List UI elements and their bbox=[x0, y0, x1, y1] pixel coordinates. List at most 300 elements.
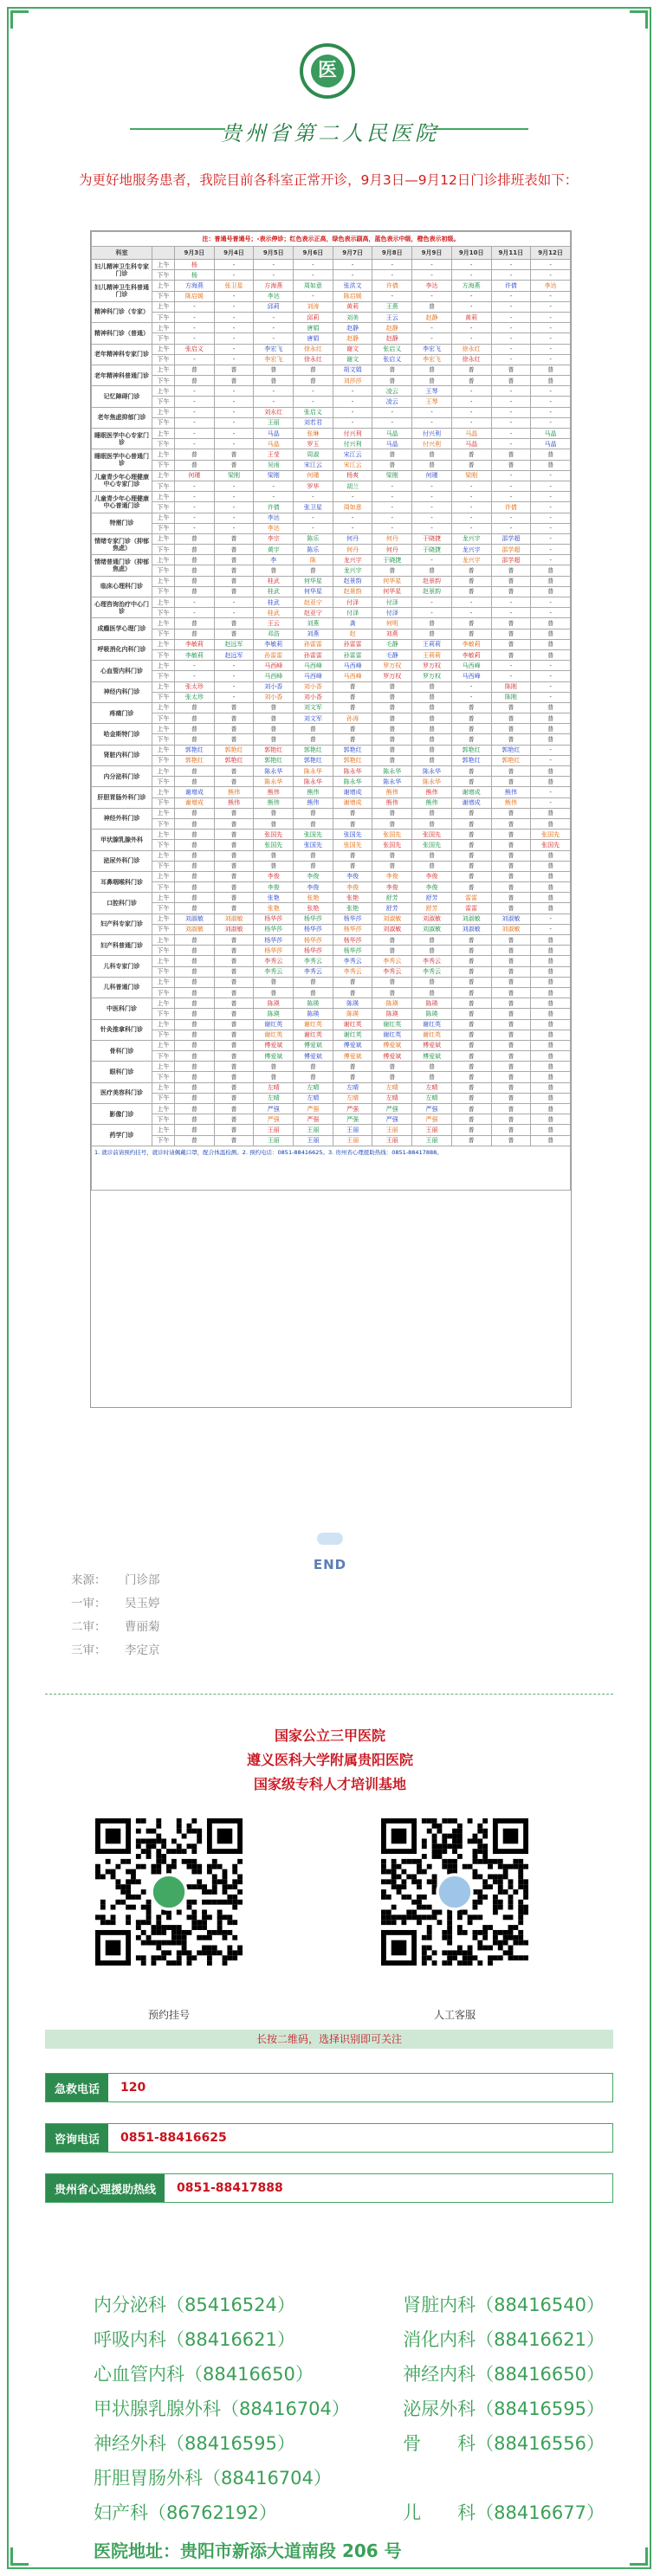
schedule-cell: 陈乐 bbox=[294, 545, 333, 555]
schedule-cell: 普 bbox=[451, 1104, 491, 1114]
schedule-cell: 普 bbox=[491, 850, 531, 861]
schedule-body bbox=[92, 260, 571, 1146]
qr-module bbox=[232, 1920, 237, 1925]
schedule-cell: 陈永华 bbox=[294, 766, 333, 777]
qr-tip: 长按二维码，选择识别即可关注 bbox=[45, 2030, 613, 2049]
qr-module bbox=[468, 1950, 473, 1955]
qr-module bbox=[473, 1905, 478, 1910]
qr-module bbox=[381, 1869, 386, 1875]
schedule-cell: 杨华莎 bbox=[254, 935, 294, 946]
schedule-cell: 普 bbox=[451, 1040, 491, 1050]
schedule-cell: - bbox=[412, 407, 452, 417]
qr-module bbox=[182, 1950, 187, 1955]
schedule-cell: 普 bbox=[372, 449, 412, 460]
qr-module bbox=[120, 1889, 126, 1895]
schedule-cell: 刘燕 bbox=[372, 629, 412, 639]
schedule-cell: 普 bbox=[531, 1040, 571, 1050]
schedule-cell: 陈刚 bbox=[491, 681, 531, 692]
qr-module bbox=[202, 1946, 207, 1951]
qr-module bbox=[237, 1859, 243, 1864]
qr-module bbox=[447, 1910, 452, 1915]
schedule-half-day: 上午 bbox=[152, 681, 175, 692]
qr-module bbox=[171, 1925, 177, 1930]
qr-module bbox=[141, 1889, 146, 1895]
schedule-cell: - bbox=[531, 270, 571, 281]
schedule-cell: - bbox=[214, 513, 254, 523]
schedule-cell: 陈永华 bbox=[254, 777, 294, 787]
department-row bbox=[94, 2322, 605, 2357]
contact-value[interactable]: 0851-88417888 bbox=[177, 2181, 283, 2195]
qr-module bbox=[417, 1920, 422, 1925]
schedule-cell: 王莉莉 bbox=[412, 639, 452, 649]
schedule-cell: 普 bbox=[531, 956, 571, 966]
qr-module bbox=[417, 1914, 422, 1920]
qr-module bbox=[473, 1854, 478, 1859]
qr-module bbox=[427, 1930, 432, 1935]
qr-module bbox=[463, 1960, 468, 1966]
qr-module bbox=[391, 1905, 397, 1910]
schedule-cell: 普 bbox=[491, 956, 531, 966]
schedule-cell: 普 bbox=[175, 1082, 215, 1093]
schedule-half-day: 下午 bbox=[152, 734, 175, 745]
schedule-cell: 熊伟 bbox=[294, 787, 333, 797]
qr-module bbox=[391, 1920, 397, 1925]
contact-value[interactable]: 120 bbox=[120, 2081, 146, 2095]
qr-module bbox=[131, 1879, 136, 1884]
qr-module bbox=[223, 1889, 228, 1895]
qr-module bbox=[468, 1818, 473, 1824]
schedule-cell: - bbox=[531, 533, 571, 544]
schedule-cell: 梁刚 bbox=[214, 470, 254, 481]
schedule-half-day: 上午 bbox=[152, 597, 175, 608]
qr-module bbox=[381, 1895, 386, 1900]
schedule-cell: - bbox=[175, 407, 215, 417]
schedule-cell: 付泽 bbox=[333, 597, 372, 608]
schedule-cell: - bbox=[451, 481, 491, 491]
qr-module bbox=[518, 1874, 523, 1879]
qr-module bbox=[518, 1920, 523, 1925]
schedule-cell: 普 bbox=[175, 734, 215, 745]
qr-module bbox=[156, 1955, 161, 1960]
schedule-cell: 普 bbox=[372, 460, 412, 470]
schedule-cell: - bbox=[333, 397, 372, 407]
schedule-dept: 心血管内科门诊 bbox=[92, 661, 152, 681]
schedule-cell: 张国先 bbox=[412, 840, 452, 850]
schedule-cell: 普 bbox=[531, 1030, 571, 1040]
qr-module bbox=[447, 1955, 452, 1960]
schedule-cell: 普 bbox=[531, 1082, 571, 1093]
schedule-row bbox=[92, 597, 571, 608]
qr-module bbox=[452, 1829, 457, 1834]
schedule-cell: 普 bbox=[333, 681, 372, 692]
schedule-dept: 医疗美容科门诊 bbox=[92, 1082, 152, 1103]
schedule-half-day: 下午 bbox=[152, 1114, 175, 1125]
slogan-line: 国家级专科人才培训基地 bbox=[253, 1776, 406, 1792]
schedule-cell: 王丽 bbox=[412, 1125, 452, 1135]
schedule-cell: 王云 bbox=[254, 618, 294, 629]
schedule-row bbox=[92, 354, 571, 365]
qr-module bbox=[468, 1914, 473, 1920]
schedule-cell: 普 bbox=[412, 1072, 452, 1082]
schedule-cell: 普 bbox=[412, 618, 452, 629]
qr-module bbox=[217, 1950, 223, 1955]
schedule-cell: 杨华莎 bbox=[294, 935, 333, 946]
schedule-cell: - bbox=[333, 407, 372, 417]
qr-module bbox=[498, 1955, 503, 1960]
qr-module bbox=[146, 1935, 152, 1940]
qr-module bbox=[227, 1930, 232, 1935]
qr-module bbox=[386, 1869, 391, 1875]
schedule-cell: 普 bbox=[333, 1072, 372, 1082]
schedule-cell: 普 bbox=[175, 903, 215, 914]
schedule-cell: - bbox=[175, 301, 215, 312]
schedule-cell: 罗万权 bbox=[412, 661, 452, 671]
qr-module bbox=[217, 1910, 223, 1915]
qr-module bbox=[227, 1950, 232, 1955]
schedule-cell: - bbox=[531, 661, 571, 671]
qr-module bbox=[207, 1900, 212, 1905]
schedule-cell: 徐永红 bbox=[294, 354, 333, 365]
schedule-cell: - bbox=[451, 270, 491, 281]
schedule-cell: 普 bbox=[214, 586, 254, 597]
qr-module bbox=[518, 1884, 523, 1889]
schedule-cell: - bbox=[214, 397, 254, 407]
schedule-cell: 普 bbox=[175, 830, 215, 840]
schedule-cell: 普 bbox=[214, 1040, 254, 1050]
qr-module bbox=[493, 1930, 498, 1935]
schedule-cell: 普 bbox=[175, 850, 215, 861]
qr-module bbox=[442, 1838, 447, 1843]
schedule-cell: - bbox=[175, 661, 215, 671]
schedule-cell: - bbox=[531, 797, 571, 808]
qr-module bbox=[182, 1834, 187, 1839]
schedule-row bbox=[92, 586, 571, 597]
qr-module bbox=[207, 1960, 212, 1966]
qr-module bbox=[182, 1940, 187, 1946]
schedule-cell: - bbox=[531, 386, 571, 397]
schedule-cell: 普 bbox=[175, 808, 215, 818]
schedule-dept: 呼吸消化内科门诊 bbox=[92, 639, 152, 660]
qr-module bbox=[391, 1914, 397, 1920]
qr-module bbox=[493, 1910, 498, 1915]
schedule-cell: 普 bbox=[531, 998, 571, 1009]
schedule-cell: 付兴利 bbox=[412, 439, 452, 449]
schedule-cell: 陈乐 bbox=[294, 533, 333, 544]
schedule-half-day: 上午 bbox=[152, 1082, 175, 1093]
schedule-cell: 刘淑敏 bbox=[175, 914, 215, 924]
qr-module bbox=[146, 1910, 152, 1915]
schedule-row bbox=[92, 291, 571, 301]
schedule-cell: 普 bbox=[531, 1072, 571, 1082]
schedule-cell: 王丽 bbox=[372, 1135, 412, 1146]
credit-row bbox=[71, 1592, 160, 1616]
qr-module bbox=[518, 1940, 523, 1946]
schedule-cell: 普 bbox=[175, 586, 215, 597]
qr-module bbox=[432, 1879, 437, 1884]
qr-module bbox=[498, 1940, 503, 1946]
schedule-cell: 孙雷雷 bbox=[294, 649, 333, 660]
schedule-cell: 普 bbox=[254, 713, 294, 724]
schedule-cell: 普 bbox=[491, 977, 531, 987]
schedule-row bbox=[92, 681, 571, 692]
qr-module bbox=[488, 1960, 493, 1966]
qr-module bbox=[523, 1955, 528, 1960]
schedule-cell: 何丹 bbox=[372, 533, 412, 544]
schedule-cell: 普 bbox=[491, 830, 531, 840]
schedule-cell: 陈永华 bbox=[412, 777, 452, 787]
qr-module bbox=[447, 1940, 452, 1946]
schedule-half-day: 上午 bbox=[152, 787, 175, 797]
schedule-cell: - bbox=[254, 386, 294, 397]
qr-module bbox=[447, 1925, 452, 1930]
qr-module bbox=[166, 1914, 171, 1920]
schedule-cell: 普 bbox=[214, 882, 254, 893]
schedule-cell: 普 bbox=[491, 649, 531, 660]
schedule-dept: 老年焦虑抑郁门诊 bbox=[92, 407, 152, 428]
schedule-cell: - bbox=[372, 492, 412, 502]
schedule-cell: 赵静 bbox=[333, 323, 372, 333]
schedule-row bbox=[92, 797, 571, 808]
qr-module bbox=[191, 1818, 197, 1824]
qr-module bbox=[177, 1818, 182, 1824]
qr-module bbox=[523, 1910, 528, 1915]
schedule-half-day: 上午 bbox=[152, 956, 175, 966]
schedule-cell: 普 bbox=[412, 376, 452, 386]
department-row bbox=[94, 2392, 605, 2426]
schedule-cell: 普 bbox=[491, 935, 531, 946]
qr-module bbox=[156, 1854, 161, 1859]
schedule-cell: - bbox=[294, 260, 333, 270]
schedule-cell: 普 bbox=[412, 681, 452, 692]
schedule-cell: 张国先 bbox=[372, 830, 412, 840]
qr-module bbox=[442, 1859, 447, 1864]
schedule-cell: 李俊 bbox=[294, 871, 333, 881]
department-entry: 妇产科（86762192） bbox=[94, 2502, 277, 2523]
qr-module bbox=[141, 1940, 146, 1946]
qr-module bbox=[156, 1946, 161, 1951]
schedule-cell: 傅爱斌 bbox=[294, 1040, 333, 1050]
schedule-cell: 普 bbox=[175, 935, 215, 946]
schedule-cell: - bbox=[214, 301, 254, 312]
department-entry: 神经内科（88416650） bbox=[403, 2364, 605, 2385]
schedule-cell: 李达 bbox=[254, 523, 294, 533]
schedule-cell: 普 bbox=[451, 1019, 491, 1030]
qr-module bbox=[503, 1935, 508, 1940]
credit-key: 三审： bbox=[71, 1643, 107, 1657]
schedule-cell: - bbox=[333, 270, 372, 281]
schedule-row bbox=[92, 903, 571, 914]
qr-module bbox=[427, 1879, 432, 1884]
schedule-cell: 普 bbox=[175, 882, 215, 893]
qr-module bbox=[518, 1930, 523, 1935]
qr-module bbox=[207, 1914, 212, 1920]
qr-module bbox=[401, 1869, 406, 1875]
schedule-cell: 李俊 bbox=[333, 871, 372, 881]
qr-module bbox=[237, 1946, 243, 1951]
schedule-cell: 马西峰 bbox=[451, 661, 491, 671]
schedule-row bbox=[92, 301, 571, 312]
schedule-cell: - bbox=[175, 417, 215, 428]
schedule-row bbox=[92, 417, 571, 428]
schedule-cell: 左晴 bbox=[372, 1093, 412, 1103]
schedule-cell: 普 bbox=[372, 946, 412, 956]
qr-finder bbox=[391, 1940, 407, 1956]
schedule-cell: 刘淑敏 bbox=[412, 914, 452, 924]
schedule-dept: 精神科门诊（普通） bbox=[92, 323, 152, 344]
schedule-half-day: 下午 bbox=[152, 649, 175, 660]
schedule-cell: 赵远军 bbox=[214, 649, 254, 660]
contact-consult[interactable] bbox=[45, 2123, 613, 2153]
schedule-cell: 普 bbox=[531, 1135, 571, 1146]
schedule-cell: 普 bbox=[451, 1009, 491, 1019]
schedule-half-day: 下午 bbox=[152, 966, 175, 977]
qr-module bbox=[191, 1864, 197, 1869]
schedule-cell: - bbox=[531, 492, 571, 502]
department-entry: 骨 科（88416556） bbox=[403, 2433, 605, 2454]
schedule-cell: 普 bbox=[412, 449, 452, 460]
contact-hotline[interactable] bbox=[45, 2173, 613, 2203]
schedule-cell: - bbox=[214, 354, 254, 365]
schedule-cell: 普 bbox=[254, 987, 294, 997]
qr-module bbox=[477, 1824, 482, 1829]
schedule-half-day: 下午 bbox=[152, 987, 175, 997]
qr-module bbox=[207, 1869, 212, 1875]
qr-module bbox=[126, 1895, 131, 1900]
schedule-cell: - bbox=[254, 270, 294, 281]
qr-code-booking[interactable] bbox=[95, 1818, 243, 1966]
qr-module bbox=[136, 1925, 141, 1930]
schedule-row bbox=[92, 376, 571, 386]
qr-module bbox=[411, 1874, 417, 1879]
schedule-cell: 严强 bbox=[294, 1104, 333, 1114]
schedule-cell: 普 bbox=[294, 850, 333, 861]
credit-row bbox=[71, 1616, 160, 1639]
qr-module bbox=[136, 1838, 141, 1843]
schedule-cell: 李俊 bbox=[412, 882, 452, 893]
schedule-cell: 严强 bbox=[412, 1114, 452, 1125]
qr-module bbox=[227, 1920, 232, 1925]
schedule-half-day: 下午 bbox=[152, 312, 175, 322]
qr-module bbox=[146, 1914, 152, 1920]
contact-value[interactable]: 0851-88416625 bbox=[120, 2131, 227, 2145]
cloud-icon bbox=[317, 1533, 343, 1545]
qr-module bbox=[513, 1940, 518, 1946]
schedule-cell: - bbox=[531, 312, 571, 322]
schedule-half-day: 下午 bbox=[152, 629, 175, 639]
schedule-cell: 李俊 bbox=[294, 882, 333, 893]
schedule-cell: 张启义 bbox=[372, 344, 412, 354]
schedule-cell: 谢红英 bbox=[294, 1019, 333, 1030]
schedule-cell: 王丽 bbox=[333, 1135, 372, 1146]
schedule-cell: - bbox=[451, 397, 491, 407]
qr-finder bbox=[503, 1829, 519, 1844]
schedule-cell: - bbox=[333, 513, 372, 523]
schedule-cell: - bbox=[294, 291, 333, 301]
qr-module bbox=[447, 1935, 452, 1940]
schedule-cell: 普 bbox=[333, 1062, 372, 1072]
qr-module bbox=[447, 1834, 452, 1839]
qr-module bbox=[457, 1838, 463, 1843]
schedule-cell: - bbox=[214, 608, 254, 618]
schedule-cell: 普 bbox=[491, 702, 531, 713]
qr-module bbox=[463, 1930, 468, 1935]
schedule-cell: 周淑 bbox=[294, 449, 333, 460]
qr-module bbox=[197, 1884, 202, 1889]
schedule-cell: 张国先 bbox=[333, 830, 372, 840]
schedule-cell: 普 bbox=[214, 777, 254, 787]
schedule-row bbox=[92, 840, 571, 850]
schedule-dept: 儿童青少年心理健康中心普通门诊 bbox=[92, 492, 152, 513]
schedule-cell: 普 bbox=[451, 830, 491, 840]
schedule-cell: 龚 bbox=[333, 618, 372, 629]
qr-module bbox=[156, 1920, 161, 1925]
department-row bbox=[94, 2495, 605, 2530]
schedule-cell: 赵静 bbox=[372, 333, 412, 344]
contact-emergency[interactable] bbox=[45, 2073, 613, 2102]
schedule-cell: 张国先 bbox=[333, 840, 372, 850]
schedule-cell: 李宏飞 bbox=[254, 344, 294, 354]
schedule-cell: - bbox=[451, 407, 491, 417]
qr-module bbox=[136, 1843, 141, 1849]
qr-module bbox=[115, 1884, 120, 1889]
schedule-half-day: 上午 bbox=[152, 745, 175, 755]
schedule-row bbox=[92, 618, 571, 629]
schedule-row bbox=[92, 576, 571, 586]
schedule-cell: 舒芳 bbox=[412, 893, 452, 903]
schedule-cell: 普 bbox=[175, 977, 215, 987]
schedule-cell: 普 bbox=[412, 734, 452, 745]
schedule-cell: - bbox=[175, 481, 215, 491]
qr-module bbox=[202, 1914, 207, 1920]
qr-module bbox=[477, 1940, 482, 1946]
schedule-cell: 谢文 bbox=[333, 344, 372, 354]
qr-module bbox=[508, 1884, 514, 1889]
schedule-cell: 傅爱斌 bbox=[333, 1051, 372, 1062]
schedule-cell: 刘文军 bbox=[294, 702, 333, 713]
schedule-cell: 普 bbox=[214, 861, 254, 871]
schedule-cell: 张洪文 bbox=[333, 281, 372, 291]
schedule-cell: 普 bbox=[491, 639, 531, 649]
qr-module bbox=[503, 1950, 508, 1955]
schedule-cell: 普 bbox=[175, 1093, 215, 1103]
qr-module bbox=[197, 1935, 202, 1940]
schedule-cell: 龙兴宇 bbox=[451, 555, 491, 565]
qr-module bbox=[406, 1914, 411, 1920]
logo-glyph: 医 bbox=[311, 55, 344, 87]
schedule-cell: 邓浩 bbox=[254, 629, 294, 639]
qr-module bbox=[422, 1946, 427, 1951]
qr-module bbox=[482, 1829, 488, 1834]
schedule-cell: 赵景韵 bbox=[412, 586, 452, 597]
qr-label: 预约挂号 bbox=[147, 2009, 190, 2021]
schedule-cell: 谢增成 bbox=[175, 787, 215, 797]
schedule-cell: 普 bbox=[451, 977, 491, 987]
schedule-cell: - bbox=[531, 681, 571, 692]
schedule-cell: 普 bbox=[451, 376, 491, 386]
schedule-cell: 杨华莎 bbox=[333, 924, 372, 934]
schedule-cell: 熊伟 bbox=[254, 797, 294, 808]
qr-module bbox=[136, 1864, 141, 1869]
schedule-cell: 普 bbox=[412, 755, 452, 765]
qr-module bbox=[171, 1940, 177, 1946]
schedule-cell: - bbox=[531, 755, 571, 765]
schedule-cell: 普 bbox=[175, 1125, 215, 1135]
qr-module bbox=[508, 1895, 514, 1900]
qr-code-service[interactable] bbox=[381, 1818, 528, 1966]
qr-module bbox=[227, 1946, 232, 1951]
schedule-cell: 普 bbox=[214, 946, 254, 956]
schedule-cell: 普 bbox=[214, 987, 254, 997]
